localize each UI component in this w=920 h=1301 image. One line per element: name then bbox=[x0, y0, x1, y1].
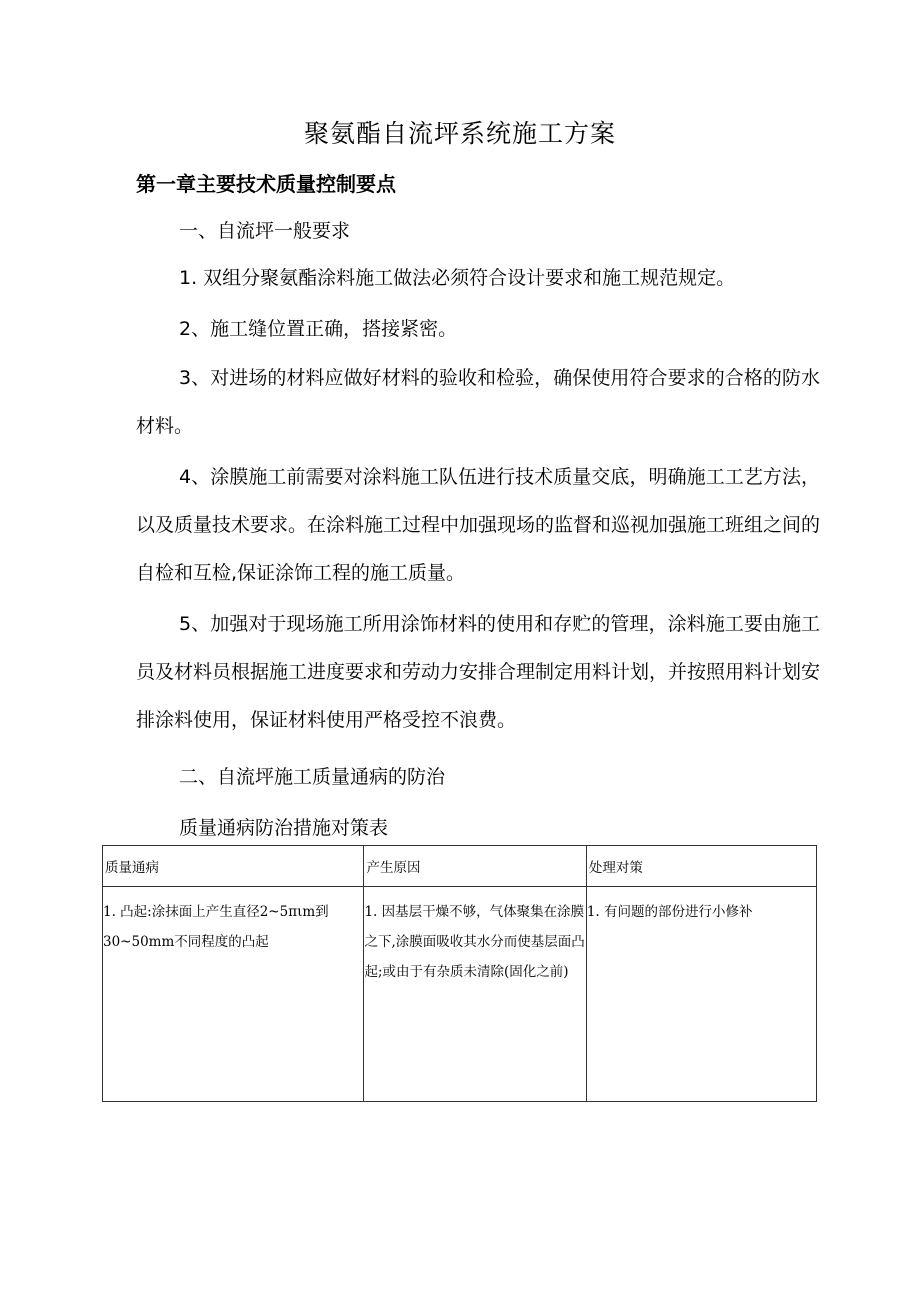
table-header-row bbox=[103, 846, 817, 887]
table-cell-cause: 1. 因基层干燥不够，气体聚集在涂膜之下,涂膜面吸收其水分而使基层面凸起;或由于有杂质未清除(固化之前) bbox=[364, 887, 586, 1102]
paragraph-item-2: 2、施工缝位置正确，搭接紧密。 bbox=[179, 318, 458, 340]
chapter-heading: 第一章主要技术质量控制要点 bbox=[136, 172, 396, 196]
section-heading-2: 二、自流坪施工质量通病的防治 bbox=[179, 766, 446, 788]
table-row bbox=[103, 887, 817, 1102]
document-title: 聚氨酯自流坪系统施工方案 bbox=[303, 119, 616, 148]
table-title: 质量通病防治措施对策表 bbox=[179, 817, 389, 839]
paragraph-item-1: 1. 双组分聚氨酯涂料施工做法必须符合设计要求和施工规范规定。 bbox=[179, 267, 736, 289]
paragraph-item-3: 3、对进场的材料应做好材料的验收和检验，确保使用符合要求的合格的防水材料。 bbox=[136, 367, 820, 437]
quality-defect-table bbox=[102, 845, 817, 1102]
paragraph-item-4: 4、涂膜施工前需要对涂料施工队伍进行技术质量交底，明确施工工艺方法，以及质量技术要求。在涂料施工过程中加强现场的监督和巡视加强施工班组之间的自检和互检,保证涂饰工程的施工质量。 bbox=[136, 466, 821, 584]
table-header-cause: 产生原因 bbox=[364, 846, 586, 887]
table-header-defect: 质量通病 bbox=[103, 846, 364, 887]
section-heading-1: 一、自流坪一般要求 bbox=[179, 220, 351, 242]
table-header-solution: 处理对策 bbox=[586, 846, 816, 887]
paragraph-item-5: 5、加强对于现场施工所用涂饰材料的使用和存贮的管理，涂料施工要由施工员及材料员根据施工进度要求和劳动力安排合理制定用料计划，并按照用料计划安排涂料使用，保证材料使用严格受控不浪费。 bbox=[136, 613, 821, 731]
table-cell-solution: 1. 有问题的部份进行小修补 bbox=[586, 887, 816, 1102]
table-cell-defect: 1. 凸起:涂抹面上产生直径2~5πιm到30~50mm不同程度的凸起 bbox=[103, 887, 364, 1102]
